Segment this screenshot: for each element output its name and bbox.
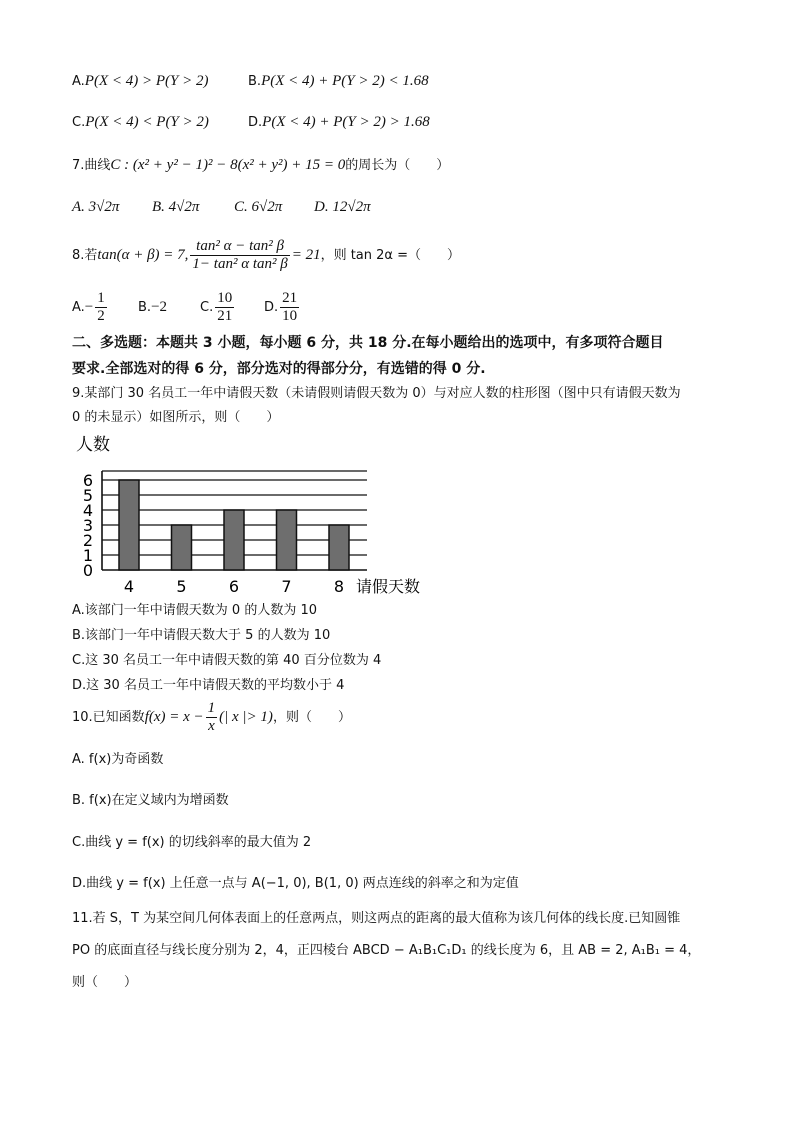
q7-stem: 7.曲线C : (x² + y² − 1)² − 8(x² + y²) + 15 = 0的周长为（ ） [72, 157, 450, 173]
q10-option-c[interactable]: C.曲线 y = f(x) 的切线斜率的最大值为 2 [72, 835, 312, 850]
q10-stem: 10.已知函数f(x) = x − $\frac{1}{x}$ (| x |> 1)，则（ ） [72, 700, 351, 734]
x-tick-label: 6 [228, 577, 240, 596]
chart-y-axis-label: 人数 [76, 435, 110, 455]
bar [277, 510, 297, 570]
x-tick-label: 4 [123, 577, 135, 596]
q9-option-c[interactable]: C.这 30 名员工一年中请假天数的第 40 百分位数为 4 [72, 653, 382, 668]
q8-option-a[interactable]: A.− $\frac{1}{2}$ [72, 290, 105, 324]
q8-option-c[interactable]: C. $\frac{10}{21}$ [200, 290, 233, 324]
y-tick-label: 0 [82, 561, 94, 580]
q8-fraction: $\frac{\text{tan² α − tan² β}}{\text{1− tan² α tan² β}}$ [192, 238, 288, 272]
q8-options [72, 290, 301, 325]
q8-option-d[interactable]: D. $\frac{21}{10}$ [264, 290, 298, 324]
q6-option-d[interactable]: D.P(X < 4) + P(Y > 2) > 1.68 [248, 114, 430, 130]
x-tick-label: 8 [333, 577, 345, 596]
chart-x-axis-label: 请假天数 [356, 577, 421, 596]
x-tick-label: 5 [176, 577, 187, 596]
bar [329, 525, 349, 570]
q11-stem-line3: 则（ ） [72, 975, 138, 990]
q9-option-a[interactable]: A.该部门一年中请假天数为 0 的人数为 10 [72, 603, 318, 618]
q9-stem-line1: 9.某部门 30 名员工一年中请假天数（未请假则请假天数为 0）与对应人数的柱形图（图中只有请假天数为 [72, 386, 681, 401]
q7-options [72, 198, 371, 216]
y-tick-label: 4 [82, 501, 94, 520]
q10-option-a[interactable]: A. f(x)为奇函数 [72, 752, 164, 767]
y-tick-label: 5 [82, 486, 94, 505]
q7-option-a[interactable]: A. 3√2π [72, 199, 120, 215]
q6-option-c[interactable]: C.P(X < 4) < P(Y > 2) [72, 114, 209, 130]
section2-heading-line2: 要求.全部选对的得 6 分，部分选对的得部分分，有选错的得 0 分. [72, 361, 486, 377]
chart-y-ticks [83, 471, 93, 580]
chart-x-ticks [124, 577, 344, 596]
q9-option-b[interactable]: B.该部门一年中请假天数大于 5 的人数为 10 [72, 628, 331, 643]
q8-stem: 8.若tan(α + β) = 7, $\frac{\text{tan² α − tan² β}}{\text{1− tan² α tan² β}}$ = 21，则 tan 2α =（ ） [72, 238, 461, 272]
q6-option-row-2 [72, 113, 430, 132]
q10-fraction: $\frac{1}{x}$ [207, 700, 216, 734]
y-tick-label: 1 [82, 546, 94, 565]
q9-stem-line2: 0 的未显示）如图所示，则（ ） [72, 410, 280, 425]
q11-stem-line1: 11.若 S，T 为某空间几何体表面上的任意两点，则这两点的距离的最大值称为该几何体的线长度.已知圆锥 [72, 911, 681, 926]
q7-option-b[interactable]: B. 4√2π [152, 199, 200, 215]
y-tick-label: 3 [82, 516, 94, 535]
q9-option-d[interactable]: D.这 30 名员工一年中请假天数的平均数小于 4 [72, 678, 345, 693]
y-tick-label: 2 [82, 531, 94, 550]
q6-option-row-1 [72, 72, 429, 91]
q6-option-a[interactable]: A.P(X < 4) > P(Y > 2) [72, 73, 209, 89]
section2-heading-line1: 二、多选题：本题共 3 小题，每小题 6 分，共 18 分.在每小题给出的选项中，有多项符合题目 [72, 335, 664, 351]
bar [119, 480, 139, 570]
q6-option-b[interactable]: B.P(X < 4) + P(Y > 2) < 1.68 [248, 73, 429, 89]
y-tick-label: 6 [82, 471, 94, 490]
q9-bar-chart [72, 432, 452, 602]
bar [172, 525, 192, 570]
q8-option-b[interactable]: B.−2 [138, 299, 168, 315]
x-tick-label: 7 [281, 577, 292, 596]
q7-option-c[interactable]: C. 6√2π [234, 199, 283, 215]
q10-option-b[interactable]: B. f(x)在定义域内为增函数 [72, 793, 229, 808]
bar [224, 510, 244, 570]
q7-option-d[interactable]: D. 12√2π [314, 199, 371, 215]
q10-option-d[interactable]: D.曲线 y = f(x) 上任意一点与 A(−1, 0), B(1, 0) 两点连线的斜率之和为定值 [72, 876, 519, 891]
q11-stem-line2: PO 的底面直径与线长度分别为 2，4，正四棱台 ABCD − A₁B₁C₁D₁ 的线长度为 6，且 AB = 2, A₁B₁ = 4， [72, 943, 701, 958]
